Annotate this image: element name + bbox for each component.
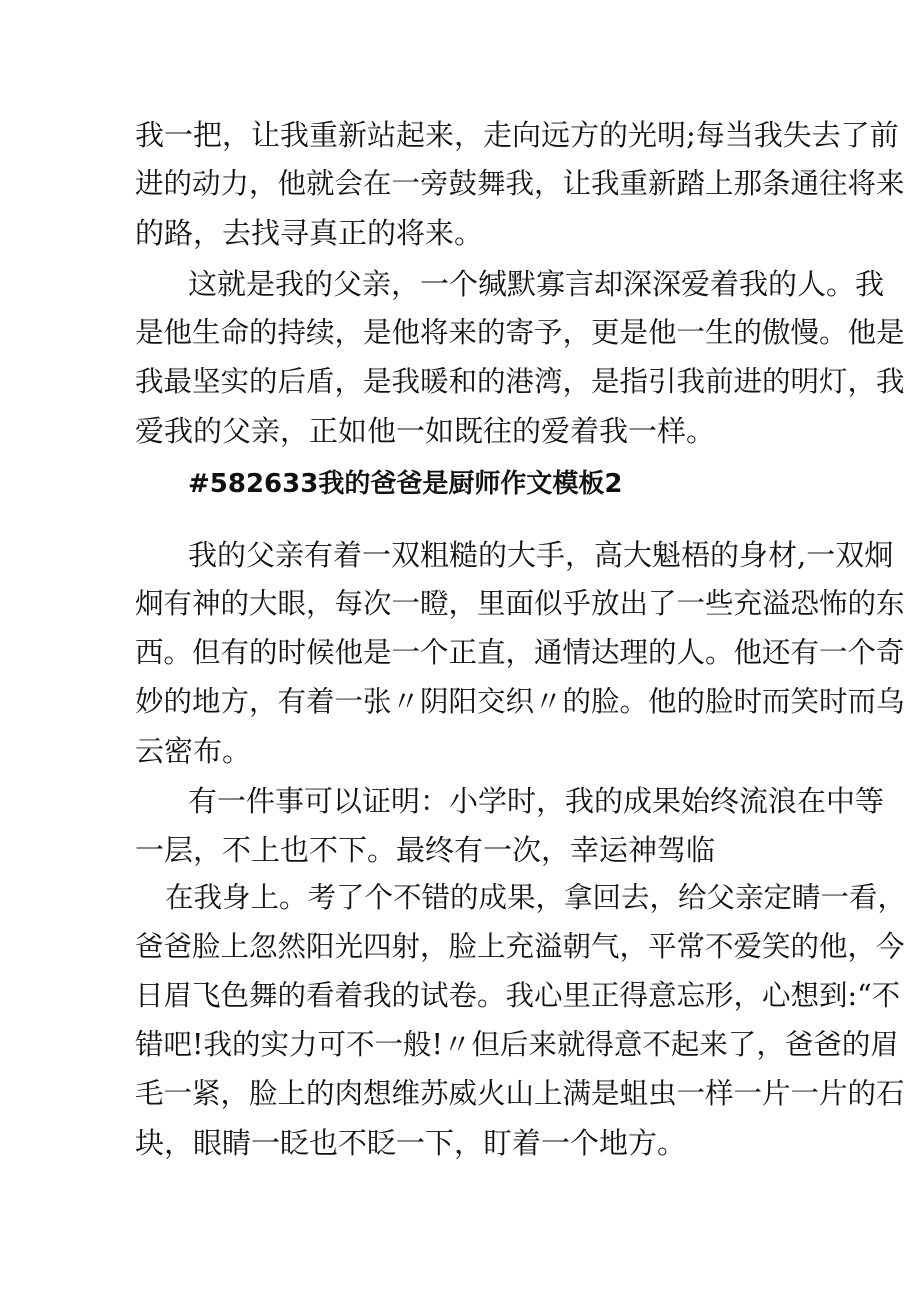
paragraph-line-19: 毛一紧，脸上的肉想维苏威火山上满是蛆虫一样一片一片的石	[135, 1077, 905, 1110]
paragraph-line-7: 爱我的父亲，正如他一如既往的爱着我一样。	[135, 414, 716, 448]
section-heading: #582633我的爸爸是厨师作文模板2	[188, 469, 623, 499]
paragraph-line-9: 炯有神的大眼，每次一瞪，里面似乎放出了一些充溢恐怖的东	[135, 587, 905, 620]
paragraph-line-12: 云密布。	[135, 734, 252, 768]
paragraph-line-16: 爸爸脸上忽然阳光四射，脸上充溢朝气，平常不爱笑的他，今	[135, 930, 905, 963]
paragraph-line-14: 一层，不上也不下。最终有一次，幸运神驾临	[135, 833, 716, 867]
paragraph-line-11: 妙的地方，有着一张〃阴阳交织〃的脸。他的脸时而笑时而乌	[135, 685, 905, 718]
paragraph-line-20: 块，眼睛一眨也不眨一下，盯着一个地方。	[135, 1126, 687, 1160]
paragraph-line-17: 日眉飞色舞的看着我的试卷。我心里正得意忘形，心想到:“不	[135, 979, 901, 1012]
paragraph-line-5: 是他生命的持续，是他将来的寄予，更是他一生的傲慢。他是	[135, 316, 905, 349]
paragraph-line-3: 的路，去找寻真正的将来。	[135, 216, 484, 250]
paragraph-line-1: 我一把，让我重新站起来，走向远方的光明;每当我失去了前	[135, 118, 899, 152]
paragraph-line-18: 错吧!我的实力可不一般!〃但后来就得意不起来了，爸爸的眉	[135, 1028, 899, 1061]
paragraph-line-10: 西。但有的时候他是一个正直，通情达理的人。他还有一个奇	[135, 636, 905, 669]
paragraph-line-2: 进的动力，他就会在一旁鼓舞我，让我重新踏上那条通往将来	[135, 167, 905, 200]
paragraph-line-15: 在我身上。考了个不错的成果，拿回去，给父亲定睛一看，	[165, 881, 907, 914]
paragraph-line-8: 我的父亲有着一双粗糙的大手，高大魁梧的身材,一双炯	[188, 538, 894, 572]
paragraph-line-6: 我最坚实的后盾，是我暖和的港湾，是指引我前进的明灯，我	[135, 365, 905, 398]
paragraph-line-13: 有一件事可以证明：小学时，我的成果始终流浪在中等	[188, 784, 885, 818]
paragraph-line-4: 这就是我的父亲，一个缄默寡言却深深爱着我的人。我	[188, 267, 885, 301]
